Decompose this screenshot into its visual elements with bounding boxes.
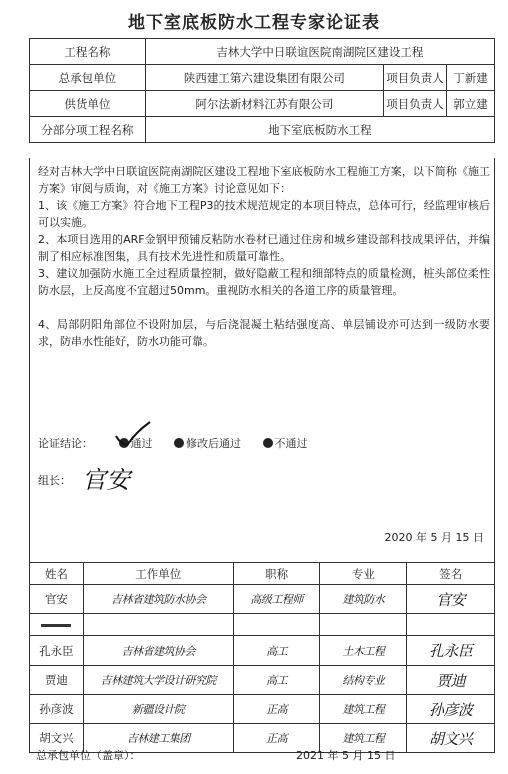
expert-major: 土木工程 [320, 636, 407, 666]
contractor-pm-label: 项目负责人 [384, 65, 447, 91]
expert-title: 高工 [233, 666, 320, 695]
supplier-label: 供货单位 [30, 91, 146, 117]
expert-major [320, 614, 407, 636]
table-row [30, 666, 495, 695]
experts-header-row [30, 563, 495, 585]
expert-unit: 吉林省建筑协会 [83, 636, 233, 666]
expert-name: 贾迪 [30, 666, 84, 695]
footer-stamp-label: 总承包单位（盖章）： [36, 749, 141, 762]
option-pass: 通过 [119, 437, 157, 450]
expert-title: 正高 [233, 724, 320, 753]
conclusion-label: 论证结论： [38, 437, 93, 450]
contractor-pm-value: 丁新建 [447, 65, 495, 91]
option-fail: 不通过 [263, 437, 312, 450]
project-name-value: 吉林大学中日联谊医院南湖院区建设工程 [145, 39, 494, 65]
expert-unit: 吉林省建筑防水协会 [83, 585, 233, 614]
table-row [30, 614, 495, 636]
expert-major: 建筑防水 [320, 585, 407, 614]
project-info-table [29, 38, 495, 143]
opinion-item-1: 1、该《施工方案》符合地下工程P3的技术规范规定的本项目特点，总体可行，经监理审核后可以实施。 [38, 199, 490, 229]
expert-signature: 孔永臣 [407, 636, 495, 666]
opinion-intro: 经对吉林大学中日联谊医院南湖院区建设工程地下室底板防水工程施工方案，以下简称《施工方案》审阅与质询，对《施工方案》讨论意见如下： [38, 165, 490, 195]
table-row [30, 695, 495, 724]
expert-major: 建筑工程 [320, 724, 407, 753]
expert-signature: 官安 [407, 585, 495, 614]
supplier-pm-value: 郭立建 [447, 91, 495, 117]
expert-name: 胡文兴 [30, 724, 84, 753]
expert-unit: 吉林建筑大学设计研究院 [83, 666, 233, 695]
column-header: 专业 [320, 563, 407, 585]
project-name-label: 工程名称 [30, 39, 146, 65]
opinion-item-2: 2、本项目选用的ARF金钢甲预铺反粘防水卷材已通过住房和城乡建设部科技成果评估，并编制了相应标准图集，具有技术先进性和质量可靠性。 [38, 233, 490, 263]
expert-title [233, 614, 320, 636]
opinion-item-4: 4、局部阴阳角部位不设附加层，与后浇混凝土粘结强度高、单层铺设亦可达到一级防水要求，防串水性能好，防水功能可靠。 [38, 318, 490, 348]
expert-unit: 吉林建工集团 [83, 724, 233, 753]
experts-table [29, 562, 495, 753]
expert-signature [407, 614, 495, 636]
expert-major: 结构专业 [320, 666, 407, 695]
expert-signature: 贾迪 [407, 666, 495, 695]
radio-filled-icon [263, 438, 273, 448]
option-pass-with-changes: 修改后通过 [174, 437, 245, 450]
opinion-item-3: 3、建议加强防水施工全过程质量控制，做好隐蔽工程和细部特点的质量检测，桩头部位柔性防水层，上反高度不宜超过50mm。重视防水相关的各道工序的质量管理。 [38, 267, 490, 297]
expert-unit [83, 614, 233, 636]
contractor-value: 陕西建工第六建设集团有限公司 [145, 65, 383, 91]
subproject-value: 地下室底板防水工程 [145, 117, 494, 143]
radio-filled-icon [174, 438, 184, 448]
opinion-date: 2020 年 5 月 15 日 [384, 531, 484, 544]
footer [36, 747, 496, 763]
contractor-label: 总承包单位 [30, 65, 146, 91]
expert-signature: 胡文兴 [407, 724, 495, 753]
expert-name-redacted [30, 614, 84, 636]
subproject-label: 分部分项工程名称 [30, 117, 146, 143]
supplier-value: 阿尔法新材料江苏有限公司 [145, 91, 383, 117]
expert-name: 孙彦波 [30, 695, 84, 724]
column-header: 签名 [407, 563, 495, 585]
opinion-section [29, 158, 495, 563]
table-row [30, 585, 495, 614]
conclusion-row [38, 435, 316, 451]
supplier-pm-label: 项目负责人 [384, 91, 447, 117]
expert-name: 官安 [30, 585, 84, 614]
footer-date: 2021 年 5 月 15 日 [296, 749, 396, 762]
expert-major: 建筑工程 [320, 695, 407, 724]
leader-signature: 官安 [82, 466, 130, 494]
checkmark-icon [112, 420, 152, 450]
expert-unit: 新疆设计院 [83, 695, 233, 724]
table-row [30, 636, 495, 666]
expert-title: 正高 [233, 695, 320, 724]
page-title: 地下室底板防水工程专家论证表 [128, 13, 380, 33]
leader-label: 组长： [38, 474, 71, 487]
column-header: 职称 [233, 563, 320, 585]
column-header: 工作单位 [83, 563, 233, 585]
expert-title: 高级工程师 [233, 585, 320, 614]
expert-title: 高工 [233, 636, 320, 666]
column-header: 姓名 [30, 563, 84, 585]
expert-name: 孔永臣 [30, 636, 84, 666]
expert-signature: 孙彦波 [407, 695, 495, 724]
